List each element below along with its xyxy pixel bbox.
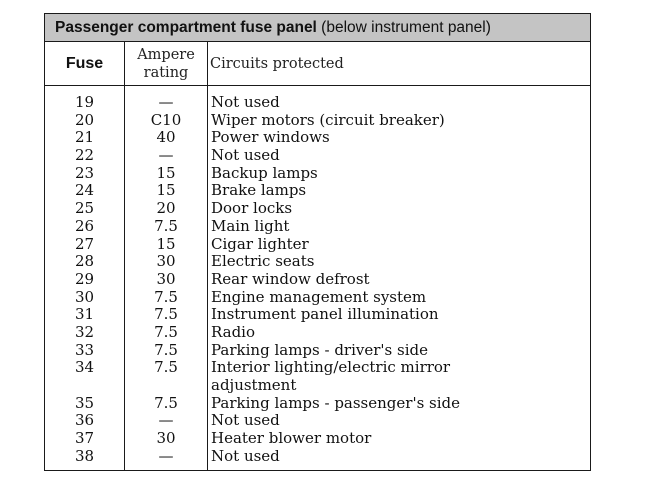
table-row (45, 182, 590, 200)
fuse-number: 25 (74, 199, 95, 218)
ampere-rating: C10 (150, 110, 182, 129)
ampere-rating: 7.5 (154, 393, 178, 412)
table-header (45, 42, 590, 86)
circuit-text-line: Electric seats (211, 252, 315, 271)
table-row (45, 306, 590, 324)
circuit-protected (211, 271, 590, 289)
fuse-number: 35 (74, 393, 95, 412)
ampere-rating: 7.5 (154, 305, 178, 324)
circuit-protected (211, 306, 590, 324)
fuse-number: 22 (74, 146, 95, 165)
circuit-text-line: Backup lamps (211, 163, 318, 182)
circuit-protected (211, 129, 590, 147)
circuit-protected (211, 94, 590, 112)
circuit-protected (211, 112, 590, 130)
table-row (45, 342, 590, 360)
circuit-text-line: adjustment (211, 376, 297, 394)
circuit-text-line: Heater blower motor (211, 429, 372, 448)
header-circuits: Circuits protected (210, 55, 344, 72)
fuse-number: 26 (74, 216, 95, 235)
table-row (45, 200, 590, 218)
circuit-text-line: Parking lamps - driver's side (211, 340, 428, 359)
fuse-number: 23 (74, 163, 95, 182)
circuit-protected (211, 342, 590, 360)
circuit-protected (211, 289, 590, 307)
table-row (45, 430, 590, 448)
ampere-rating: 20 (156, 199, 176, 218)
table-row (45, 112, 590, 130)
table-row (45, 359, 590, 394)
table-row (45, 236, 590, 254)
circuit-protected (211, 412, 590, 430)
table-row (45, 324, 590, 342)
circuit-text-line: Door locks (211, 199, 293, 218)
table-row (45, 253, 590, 271)
fuse-number: 38 (74, 446, 95, 465)
ampere-rating: 30 (156, 269, 176, 288)
fuse-number: 31 (74, 305, 95, 324)
circuit-protected (211, 147, 590, 165)
table-title-bold: Passenger compartment fuse panel (55, 19, 317, 36)
table-row (45, 147, 590, 165)
table-row (45, 395, 590, 413)
circuit-text-line: Cigar lighter (211, 234, 309, 253)
fuse-number: 34 (74, 358, 95, 377)
fuse-number: 20 (74, 110, 95, 129)
circuit-protected (211, 359, 590, 394)
ampere-rating: 7.5 (154, 340, 178, 359)
fuse-number: 27 (74, 234, 95, 253)
circuit-text-line: Main light (211, 216, 290, 235)
ampere-rating: 7.5 (154, 287, 178, 306)
circuit-protected (211, 395, 590, 413)
ampere-rating: 7.5 (154, 358, 178, 377)
ampere-rating: 7.5 (154, 216, 178, 235)
header-ampere-line1: Ampere (137, 46, 195, 63)
header-fuse: Fuse (65, 54, 104, 72)
circuit-text-line: Engine management system (211, 287, 427, 306)
fuse-number: 28 (74, 252, 95, 271)
circuit-text-line: Instrument panel illumination (211, 305, 439, 324)
circuit-text-line: Wiper motors (circuit breaker) (211, 110, 445, 129)
header-ampere-rating (125, 42, 207, 85)
circuit-text-line: Rear window defrost (211, 269, 370, 288)
table-row (45, 129, 590, 147)
circuit-protected (211, 200, 590, 218)
fuse-number: 33 (74, 340, 95, 359)
fuse-panel-table (44, 13, 591, 471)
fuse-number: 37 (74, 429, 95, 448)
circuit-protected (211, 430, 590, 448)
fuse-number: 21 (74, 128, 95, 147)
fuse-number: 32 (74, 322, 95, 341)
ampere-rating: 7.5 (154, 322, 178, 341)
ampere-rating: — (158, 146, 174, 165)
table-row (45, 165, 590, 183)
circuit-text-line: Not used (211, 411, 280, 430)
circuit-protected (211, 165, 590, 183)
table-row (45, 94, 590, 112)
circuit-text-line: Power windows (211, 128, 330, 147)
fuse-number: 36 (74, 411, 95, 430)
ampere-rating: 30 (156, 429, 176, 448)
ampere-rating: — (158, 93, 174, 111)
table-title-rest: (below instrument panel) (316, 19, 491, 36)
ampere-rating: — (158, 446, 174, 465)
circuit-text-line: Not used (211, 93, 280, 111)
ampere-rating: 15 (156, 163, 176, 182)
fuse-number: 19 (74, 93, 95, 111)
table-title (45, 14, 590, 42)
circuit-text-line: Radio (211, 322, 256, 341)
circuit-protected (211, 448, 590, 466)
ampere-rating: — (158, 411, 174, 430)
circuit-protected (211, 253, 590, 271)
header-ampere-line2: rating (143, 64, 189, 81)
ampere-rating: 15 (156, 234, 176, 253)
circuit-text-line: Not used (211, 446, 280, 465)
fuse-number: 24 (74, 181, 95, 200)
ampere-rating: 15 (156, 181, 176, 200)
ampere-rating: 40 (156, 128, 176, 147)
circuit-text-line: Parking lamps - passenger's side (211, 393, 461, 412)
circuit-protected (211, 324, 590, 342)
circuit-text-line: Brake lamps (211, 181, 307, 200)
table-row (45, 412, 590, 430)
table-row (45, 448, 590, 466)
fuse-number: 29 (74, 269, 95, 288)
table-body (45, 94, 590, 465)
table-row (45, 271, 590, 289)
fuse-number: 30 (74, 287, 95, 306)
ampere-rating: 30 (156, 252, 176, 271)
table-row (45, 218, 590, 236)
circuit-text-line: Interior lighting/electric mirror (211, 358, 451, 377)
table-row (45, 289, 590, 307)
circuit-protected (211, 218, 590, 236)
circuit-text-line: Not used (211, 146, 280, 165)
circuit-protected (211, 236, 590, 254)
circuit-protected (211, 182, 590, 200)
